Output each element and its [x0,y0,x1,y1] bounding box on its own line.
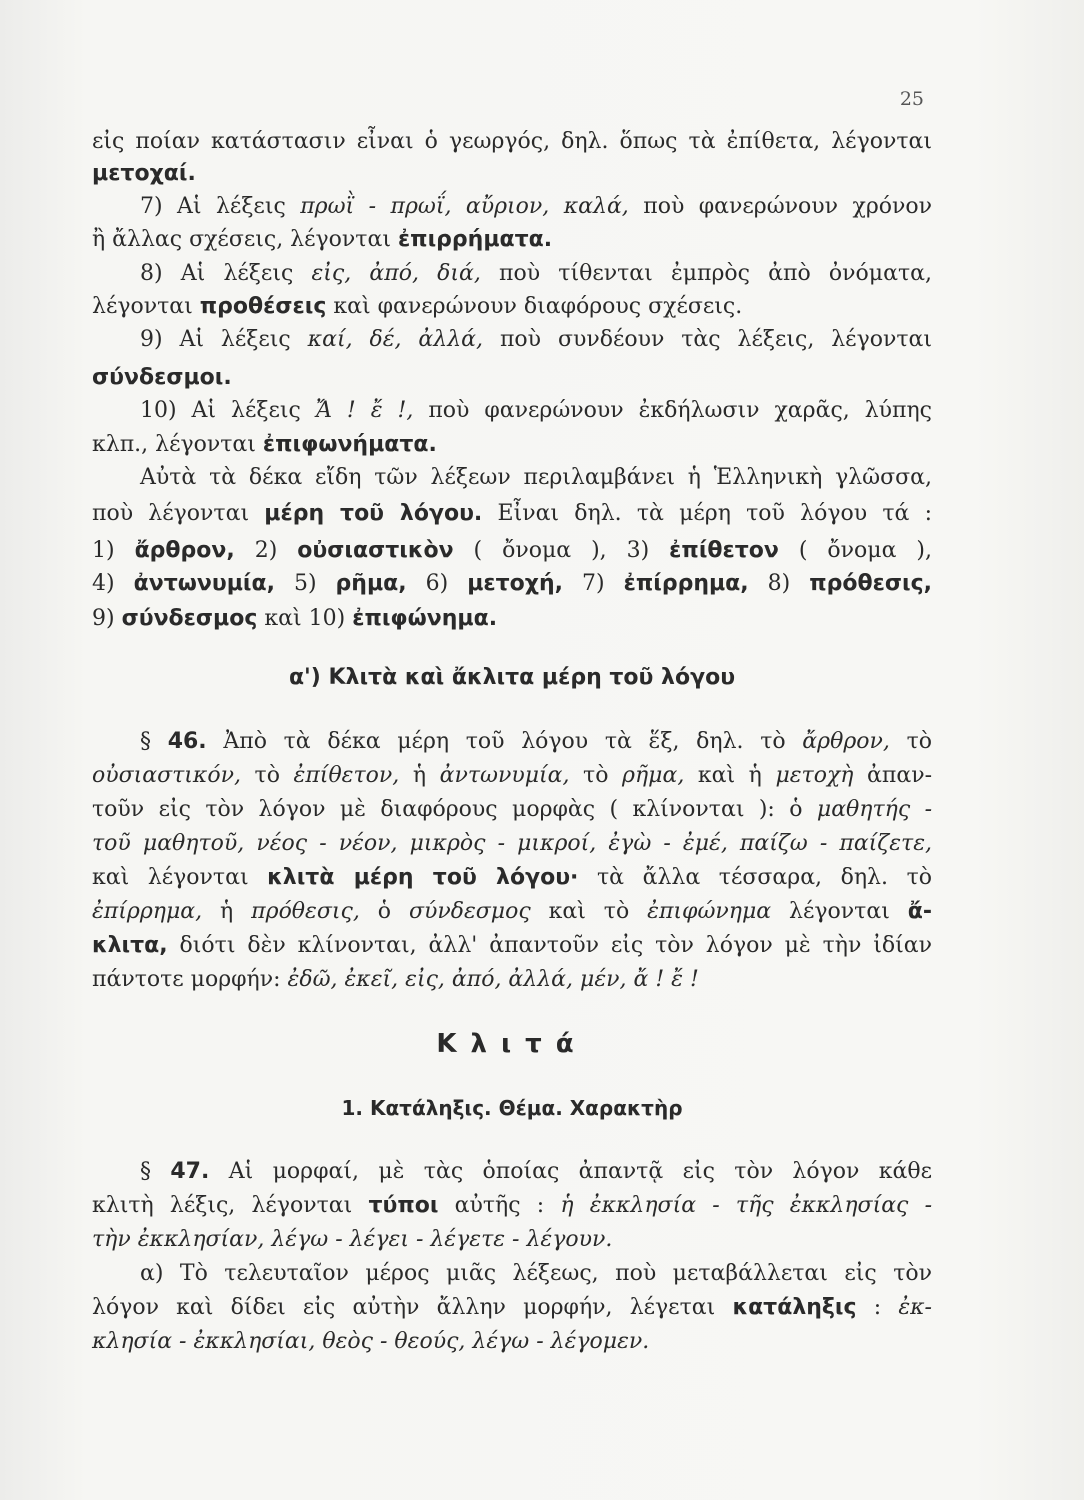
text-span: λέγονται [92,294,200,319]
text-line [140,326,932,354]
bold-term: 1. Κατάληξις. Θέμα. Χαρακτὴρ [341,1096,683,1120]
bold-term: ἐπιρρήματα. [397,227,553,252]
text-span: 10) Αἱ λέξεις [140,398,316,423]
bold-term: ἐπίθετον [669,538,779,563]
text-line [92,293,932,321]
bold-term: ἐπίρρημα, [623,571,749,596]
italic-example: μαθητής - [816,797,932,822]
text-span: Εἶναι δηλ. τὰ μέρη τοῦ λόγου τά : [482,501,932,526]
text-span: 8) Αἱ λέξεις [140,261,312,286]
text-span: ποὺ φανερώνουν ἐκδήλωσιν χαρᾶς, λύπης [413,398,933,423]
text-line [92,1192,932,1220]
text-line [140,1158,932,1186]
bold-term: σύνδεσμοι. [92,365,232,390]
bold-term: μέρη τοῦ λόγου. [264,501,483,526]
italic-example: ρῆμα, [622,763,685,788]
italic-example: ἄρθρον, [802,729,890,754]
text-span: 7) [563,571,624,596]
text-span: τὸ [889,729,932,754]
text-line [92,570,932,598]
text-line [140,1260,932,1288]
text-line [92,160,932,188]
bold-term: μετοχαί. [92,161,196,186]
text-line [92,364,932,392]
italic-example: πρόθεσις, [251,899,360,924]
text-span: ποὺ συνδέουν τὰς λέξεις, λέγονται [483,327,932,352]
text-line [92,537,932,565]
text-line [92,226,932,254]
text-span: τοῦν εἰς τὸν λόγον μὲ διαφόρους μορφὰς ( κλίνονται ): ὁ [92,797,817,822]
text-line [92,500,932,528]
text-span: 7) Αἱ λέξεις [140,194,301,219]
italic-example: ἡ ἐκκλησία - τῆς ἐκκλησίας - [560,1193,933,1218]
text-span: 9) [92,606,122,631]
bold-term: κατάληξις [732,1295,857,1320]
bold-term: ἐπιφωνήματα. [262,432,437,457]
italic-example: μετοχὴ [775,763,854,788]
text-span: καὶ λέγονται [92,865,268,890]
bold-term: μετοχή, [467,571,564,596]
text-span: 4) [92,571,134,596]
bold-term: κλιτα, [92,933,168,958]
text-line [92,932,932,960]
text-line [140,728,932,756]
italic-example: καί, δέ, ἀλλά, [307,327,484,352]
bold-term: σύνδεσμος [121,606,258,631]
text-span: εἰς ποίαν κατάστασιν εἶναι ὁ γεωργός, δηλ. ὅπως τὰ ἐπίθετα, λέγονται [92,129,932,154]
bold-term: ἄ- [907,899,933,924]
text-line [92,796,932,824]
text-span: 9) Αἱ λέξεις [140,327,308,352]
text-span: ( ὄνομα ), 3) [453,538,670,563]
text-line [140,464,932,492]
text-line [92,605,932,633]
text-line [92,1226,932,1254]
text-line [140,260,932,288]
italic-example: οὐσιαστικόν, [92,763,241,788]
text-span: ποὺ φανερώνουν χρόνον [628,194,932,219]
text-span: ἡ [399,763,440,788]
italic-example: ἐπίθετον, [293,763,400,788]
text-span: ἀπαν- [853,763,933,788]
text-line [92,128,932,156]
text-span: ἡ [202,899,252,924]
text-span: καὶ τὸ [530,899,648,924]
text-span: καὶ φανερώνουν διαφόρους σχέσεις. [326,294,743,319]
italic-example: ἐκ- [898,1295,932,1320]
bold-term: κλιτὰ μέρη τοῦ λόγου· [267,865,579,890]
text-span: α) Τὸ τελευταῖον μέρος μιᾶς λέξεως, ποὺ μεταβάλλεται εἰς τὸν [140,1261,932,1286]
text-span: Αἱ μορφαί, μὲ τὰς ὁποίας ἀπαντᾷ εἰς τὸν λόγον κάθε [209,1159,933,1184]
text-span: Ἀπὸ τὰ δέκα μέρη τοῦ λόγου τὰ ἕξ, δηλ. τὸ [206,729,803,754]
italic-example: σύνδεσμος [408,899,531,924]
text-span: λέγονται [771,899,908,924]
text-span: διότι δὲν κλίνονται, ἀλλ' ἀπαντοῦν εἰς τὸν λόγον μὲ τὴν ἰδίαν [167,933,932,958]
text-span: ὁ [359,899,409,924]
text-span: 2) [234,538,298,563]
text-line [140,193,932,221]
bold-term: ἄρθρον, [134,538,235,563]
bold-term: προθέσεις [199,294,327,319]
italic-example: πρωῒ - πρωΐ, αὔριον, καλά, [300,194,629,219]
text-span: 8) [748,571,810,596]
text-span: τὸ [569,763,623,788]
bold-term: 47. [170,1159,210,1184]
text-span: ποὺ τίθενται ἐμπρὸς ἀπὸ ὀνόματα, [480,261,932,286]
text-line [140,397,932,425]
bold-term: ἐπιφώνημα. [352,606,498,631]
text-span: Αὐτὰ τὰ δέκα εἴδη τῶν λέξεων περιλαμβάνει ἡ Ἑλληνικὴ γλῶσσα, [140,465,932,490]
text-span: § [140,729,168,754]
italic-example: ἐδῶ, ἐκεῖ, εἰς, ἀπό, ἀλλά, μέν, ἄ ! ἔ ! [287,967,699,992]
text-span: 5) [274,571,336,596]
text-span: τὰ ἄλλα τέσσαρα, δηλ. τὸ [578,865,932,890]
text-span: ποὺ λέγονται [92,501,265,526]
text-span: κλπ., λέγονται [92,432,263,457]
italic-example: τὴν ἐκκλησίαν, λέγω - λέγει - λέγετε - λέγουν. [92,1227,613,1252]
italic-example: εἰς, ἀπό, διά, [311,261,481,286]
text-span: κλιτὴ λέξις, λέγονται [92,1193,369,1218]
text-line [92,966,932,994]
text-span: ( ὄνομα ), [778,538,932,563]
bold-term: ρῆμα, [335,571,407,596]
bold-term: πρόθεσις, [809,571,932,596]
section-heading [92,1030,932,1058]
bold-term: οὐσιαστικὸν [297,538,454,563]
text-line [92,431,932,459]
text-span: τὸ [240,763,294,788]
italic-example: ἀντωνυμία, [439,763,570,788]
page-number: 25 [899,88,924,110]
text-line [92,762,932,790]
text-span: καὶ 10) [257,606,353,631]
italic-example: ἐπιφώνημα [647,899,772,924]
text-span: λόγον καὶ δίδει εἰς αὐτὴν ἄλλην μορφήν, λέγεται [92,1295,733,1320]
section-heading [92,664,932,692]
text-span: 6) [406,571,468,596]
text-line [92,864,932,892]
text-line [92,1294,932,1322]
bold-term: ἀντωνυμία, [133,571,275,596]
italic-example: Ἄ ! ἔ !, [315,398,414,423]
text-span: § [140,1159,171,1184]
italic-example: τοῦ μαθητοῦ, νέος - νέον, μικρὸς - μικροί, ἐγὼ - ἐμέ, παίζω - παίζετε, [92,831,932,856]
text-span: : [856,1295,899,1320]
subsection-heading [92,1094,932,1122]
bold-term: α') Κλιτὰ καὶ ἄκλιτα μέρη τοῦ λόγου [288,665,736,690]
bold-term: τύποι [368,1193,439,1218]
text-span: αὐτῆς : [438,1193,561,1218]
text-line [92,898,932,926]
bold-term: 46. [167,729,207,754]
text-line [92,1328,932,1356]
italic-example: κλησία - ἐκκλησίαι, θεὸς - θεούς, λέγω - λέγομεν. [92,1329,650,1354]
text-span: πάντοτε μορφήν: [92,967,288,992]
bold-term: Κλιτά [436,1029,588,1059]
text-line [92,830,932,858]
text-span: ἢ ἄλλας σχέσεις, λέγονται [92,227,398,252]
italic-example: ἐπίρρημα, [92,899,203,924]
text-span: 1) [92,538,135,563]
text-span: καὶ ἡ [684,763,776,788]
